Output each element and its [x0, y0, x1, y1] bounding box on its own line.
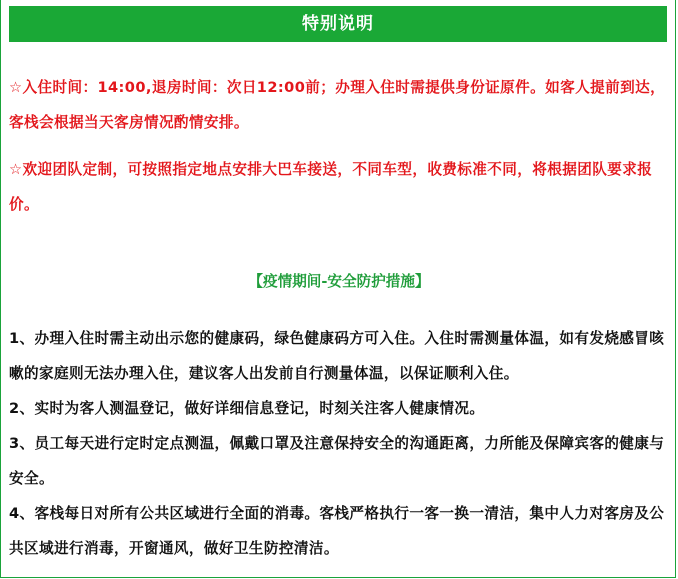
measure-item-3: 3、员工每天进行定时定点测温，佩戴口罩及注意保持安全的沟通距离，力所能及保障宾客的健康与安全。 — [9, 435, 665, 487]
epidemic-measures-title: 【疫情期间-安全防护措施】 — [248, 273, 430, 290]
section-title: 特别说明 — [302, 14, 374, 34]
check-in-note: ☆入住时间：14:00,退房时间：次日12:00前；办理入住时需提供身份证原件。如客人提前到达，客栈会根据当天客房情况酌情安排。 — [9, 79, 666, 131]
measure-item-4: 4、客栈每日对所有公共区域进行全面的消毒。客栈严格执行一客一换一清洁，集中人力对客房及公共区域进行消毒，开窗通风，做好卫生防控清洁。 — [9, 505, 665, 557]
section-header — [9, 6, 667, 42]
measure-item-2: 2、实时为客人测温登记，做好详细信息登记，时刻关注客人健康情况。 — [9, 400, 485, 417]
group-booking-note: ☆欢迎团队定制，可按照指定地点安排大巴车接送，不同车型，收费标准不同，将根据团队要求报价。 — [9, 161, 653, 213]
measure-item-1: 1、办理入住时需主动出示您的健康码，绿色健康码方可入住。入住时需测量体温，如有发烧感冒咳嗽的家庭则无法办理入住，建议客人出发前自行测量体温，以保证顺利入住。 — [9, 330, 665, 382]
